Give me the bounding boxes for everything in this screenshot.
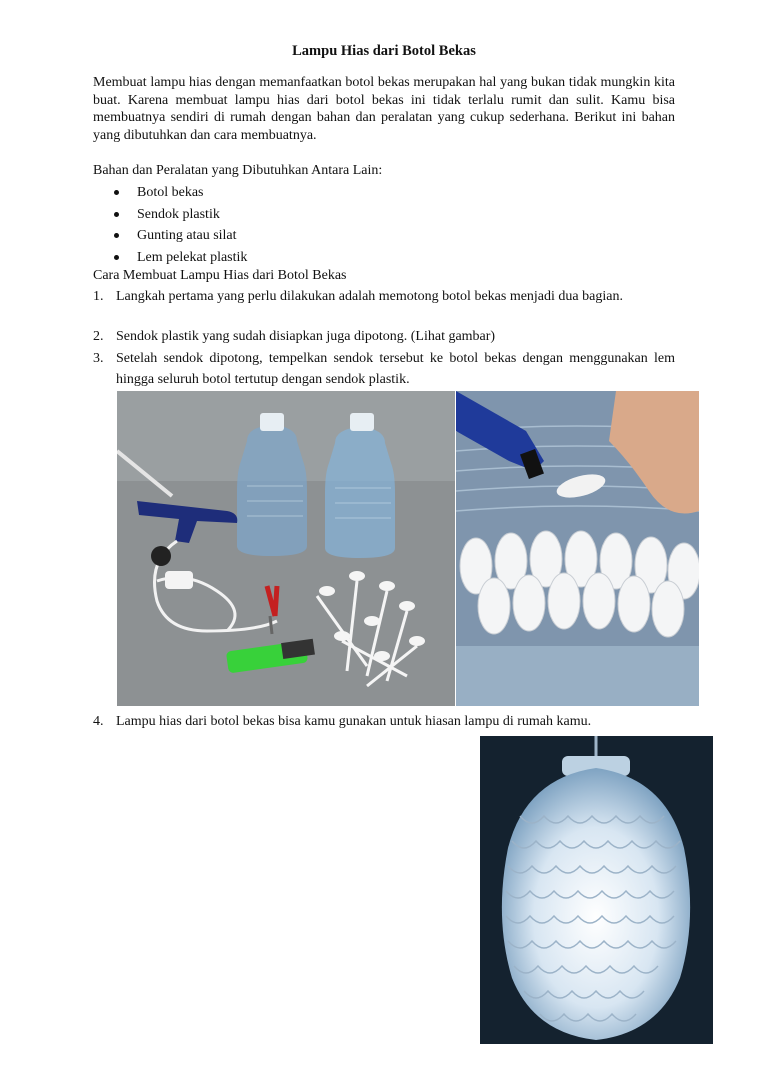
bullet-icon xyxy=(114,255,119,260)
steps-heading: Cara Membuat Lampu Hias dari Botol Bekas xyxy=(93,268,347,283)
step-item: 2. Sendok plastik yang sudah disiapkan juga dipotong. (Lihat gambar) xyxy=(93,329,496,344)
materials-photo xyxy=(117,391,455,706)
materials-list xyxy=(108,182,247,268)
step-item: 1. Langkah pertama yang perlu dilakukan adalah memotong botol bekas menjadi dua bagian. xyxy=(93,289,623,304)
document-title: Lampu Hias dari Botol Bekas xyxy=(292,43,476,59)
intro-paragraph: Membuat lampu hias dengan memanfaatkan botol bekas merupakan hal yang bukan tidak mungkin kita buat. Karena membuat lampu hias dari botol bekas ini tidak terlalu rumit dan sulit. Kamu bisa membuatnya sendiri di rumah dengan bahan dan peralatan yang cukup sederhana. Berikut ini bahan yang dibutuhkan dan cara membuatnya. xyxy=(93,75,675,143)
list-item: Gunting atau silat xyxy=(108,225,247,247)
step-item: 4. Lampu hias dari botol bekas bisa kamu gunakan untuk hiasan lampu di rumah kamu. xyxy=(93,714,592,729)
list-item: Lem pelekat plastik xyxy=(108,247,247,269)
materials-heading: Bahan dan Peralatan yang Dibutuhkan Antara Lain: xyxy=(93,163,383,178)
bullet-icon xyxy=(114,190,119,195)
list-item: Sendok plastik xyxy=(108,204,247,226)
list-item: Botol bekas xyxy=(108,182,247,204)
gluing-photo xyxy=(456,391,699,706)
step-item: 3. Setelah sendok dipotong, tempelkan sendok tersebut ke botol bekas dengan menggunakan lem hingga seluruh botol tertutup dengan sendok plastik. xyxy=(93,351,675,387)
bullet-icon xyxy=(114,212,119,217)
finished-lamp-photo xyxy=(480,736,713,1044)
bullet-icon xyxy=(114,233,119,238)
